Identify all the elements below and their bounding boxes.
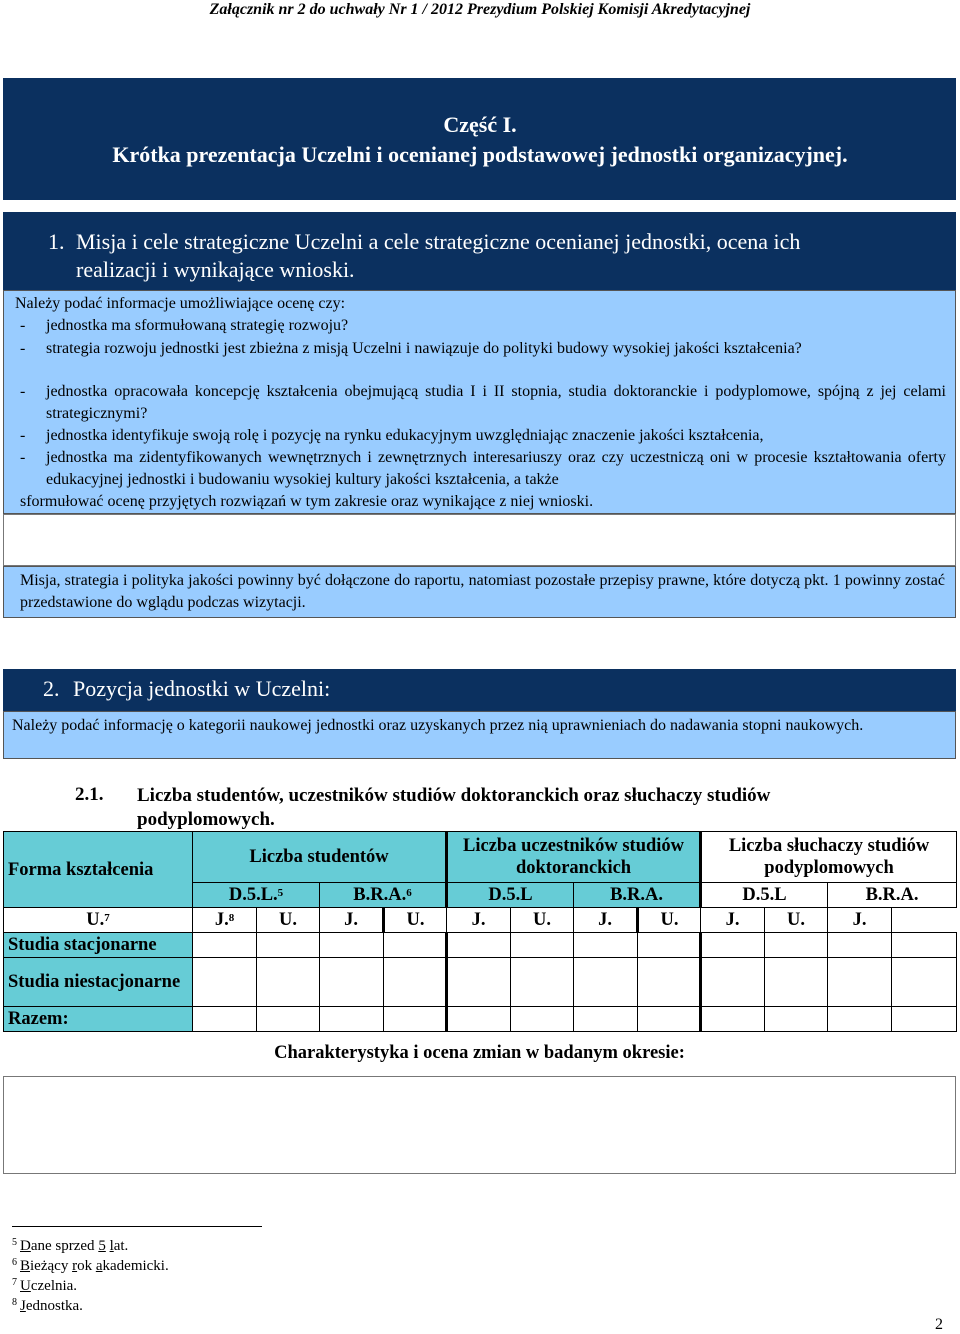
col-u: U. <box>511 908 574 933</box>
table-cell[interactable] <box>892 933 957 958</box>
header-liczba-doktorantow: Liczba uczestników studiów doktoranckich <box>447 832 701 883</box>
part-title-box <box>3 78 956 200</box>
section1-intro: Należy podać informacje umożliwiające ocenę czy: <box>15 295 346 312</box>
header-liczba-studentow: Liczba studentów <box>193 832 447 883</box>
table-cell[interactable] <box>892 1007 957 1032</box>
table-cell[interactable] <box>701 1007 765 1032</box>
table-cell[interactable] <box>384 933 447 958</box>
criterion-item-4: jednostka identyfikuje swoją rolę i pozycję na rynku edukacyjnym uwzględniając znaczenie jakości kształcenia, <box>46 427 764 444</box>
section2-body <box>3 711 956 759</box>
bullet-dash: - <box>20 427 26 444</box>
table-cell[interactable] <box>701 933 765 958</box>
table-cell[interactable] <box>320 933 384 958</box>
criterion-item-1: jednostka ma sformułowaną strategię rozwoju? <box>46 317 349 334</box>
header-forma-ksztalcenia: Forma kształcenia <box>4 832 193 908</box>
table-cell[interactable] <box>384 1007 447 1032</box>
footnote-8: $^8$ Jednostka. <box>12 1297 83 1314</box>
table-cell[interactable] <box>574 933 638 958</box>
table-cell[interactable] <box>320 958 384 1007</box>
col-j: J. <box>447 908 511 933</box>
table-cell[interactable] <box>892 958 957 1007</box>
section1-note: Misja, strategia i polityka jakości powinny być dołączone do raportu, natomiast pozostałe przepisy prawne, które dotyczą pkt. 1 powinny zostać przedstawione do wglądu podczas wizytacji. <box>20 572 945 611</box>
table-cell[interactable] <box>574 958 638 1007</box>
col-u: U. <box>638 908 701 933</box>
section1-title-line1: Misja i cele strategiczne Uczelni a cele strategiczne ocenianej jednostki, ocena ich <box>76 229 801 254</box>
table-cell[interactable] <box>765 1007 828 1032</box>
bullet-dash: - <box>20 340 26 357</box>
col-u: U. <box>257 908 320 933</box>
table-cell[interactable] <box>193 1007 257 1032</box>
table-cell[interactable] <box>511 1007 574 1032</box>
subheader-bra-doctoral: B.R.A. <box>574 883 701 908</box>
part-number: Część I. <box>443 112 517 137</box>
table-cell[interactable] <box>765 958 828 1007</box>
table-cell[interactable] <box>701 958 765 1007</box>
header-note: Załącznik nr 2 do uchwały Nr 1 / 2012 Prezydium Polskiej Komisji Akredytacyjnej <box>209 1 751 18</box>
table-cell[interactable] <box>828 1007 892 1032</box>
section1-body <box>3 290 956 514</box>
criterion-item-5: jednostka ma zidentyfikowanych wewnętrznych i zewnętrznych interesariuszy oraz czy uczestniczą oni w procesie kształtowania oferty edukacyjnej jednostki i budowaniu wysokiej kultury jakości kształcenia, a także <box>46 449 946 488</box>
students-table <box>3 831 957 1032</box>
section2-title: Pozycja jednostki w Uczelni: <box>73 676 331 701</box>
criterion-item-2: strategia rozwoju jednostki jest zbieżna z misją Uczelni i nawiązuje do polityki budowy wysokiej jakości kształcenia? <box>46 340 802 357</box>
footnote-5: $^5$ Dane sprzed 5 lat. <box>12 1237 129 1254</box>
subheader-dsl-students: D.5.L.$^5$ <box>193 883 320 908</box>
table-cell[interactable] <box>638 933 701 958</box>
subheader-bra-students: B.R.A.$^6$ <box>320 883 447 908</box>
table-cell[interactable] <box>828 958 892 1007</box>
col-j: J.$^8$ <box>193 908 257 933</box>
charakterystyka-label: Charakterystyka i ocena zmian w badanym okresie: <box>274 1043 685 1063</box>
col-u: U. <box>384 908 447 933</box>
table-cell[interactable] <box>638 1007 701 1032</box>
table-cell[interactable] <box>257 958 320 1007</box>
section1-closing: sformułować ocenę przyjętych rozwiązań w tym zakresie oraz wynikające z niej wnioski. <box>20 493 594 510</box>
table-cell[interactable] <box>511 933 574 958</box>
part-title: Krótka prezentacja Uczelni i ocenianej podstawowej jednostki organizacyjnej. <box>112 142 848 167</box>
subheader-bra-postgrad: B.R.A. <box>828 883 957 908</box>
header-liczba-sluchaczy: Liczba słuchaczy studiów podyplomowych <box>701 832 957 883</box>
footnote-7: $^7$ Uczelnia. <box>12 1277 78 1294</box>
col-j: J. <box>828 908 892 933</box>
table-cell[interactable] <box>447 958 511 1007</box>
table-cell[interactable] <box>447 1007 511 1032</box>
section1-title-line2: realizacji i wynikające wnioski. <box>76 257 355 282</box>
section1-number: 1. <box>48 229 65 254</box>
table-cell[interactable] <box>828 933 892 958</box>
subsection-title: Liczba studentów, uczestników studiów doktoranckich oraz słuchaczy studiów podyplomowych. <box>137 785 771 830</box>
bullet-dash: - <box>20 449 26 466</box>
table-cell[interactable] <box>257 1007 320 1032</box>
section1-answer-field[interactable] <box>3 514 956 566</box>
section1-note-box <box>3 566 956 618</box>
table-cell[interactable] <box>574 1007 638 1032</box>
section2-header <box>3 669 956 711</box>
col-u: U. <box>765 908 828 933</box>
bullet-dash: - <box>20 383 26 400</box>
table-cell[interactable] <box>765 933 828 958</box>
charakterystyka-field[interactable] <box>3 1076 956 1174</box>
section2-number: 2. <box>43 676 60 701</box>
subheader-dsl-doctoral: D.5.L <box>447 883 574 908</box>
row-label-niestacjonarne: Studia niestacjonarne <box>4 958 193 1007</box>
col-j: J. <box>320 908 384 933</box>
footnote-6: $^6$ Bieżący rok akademicki. <box>12 1257 169 1274</box>
table-cell[interactable] <box>320 1007 384 1032</box>
subsection-number: 2.1. <box>75 784 104 805</box>
table-cell[interactable] <box>193 933 257 958</box>
section1-header <box>3 212 956 290</box>
table-cell[interactable] <box>384 958 447 1007</box>
table-cell[interactable] <box>447 933 511 958</box>
table-cell[interactable] <box>193 958 257 1007</box>
footnote-separator <box>12 1226 262 1227</box>
table-cell[interactable] <box>257 933 320 958</box>
criterion-item-3: jednostka opracowała koncepcję kształcenia obejmującą studia I i II stopnia, studia doktoranckie i podyplomowe, spójną z jej celami strategicznymi? <box>46 383 946 422</box>
page-number: 2 <box>935 1316 943 1333</box>
section2-text: Należy podać informację o kategorii naukowej jednostki oraz uzyskanych przez nią uprawnieniach do nadawania stopni naukowych. <box>12 717 864 734</box>
bullet-dash: - <box>20 317 26 334</box>
col-u: U.$^7$ <box>4 908 193 933</box>
row-label-razem: Razem: <box>4 1007 193 1032</box>
col-j: J. <box>701 908 765 933</box>
table-cell[interactable] <box>511 958 574 1007</box>
row-label-stacjonarne: Studia stacjonarne <box>4 933 193 958</box>
table-cell[interactable] <box>638 958 701 1007</box>
subheader-dsl-postgrad: D.5.L <box>701 883 828 908</box>
col-j: J. <box>574 908 638 933</box>
